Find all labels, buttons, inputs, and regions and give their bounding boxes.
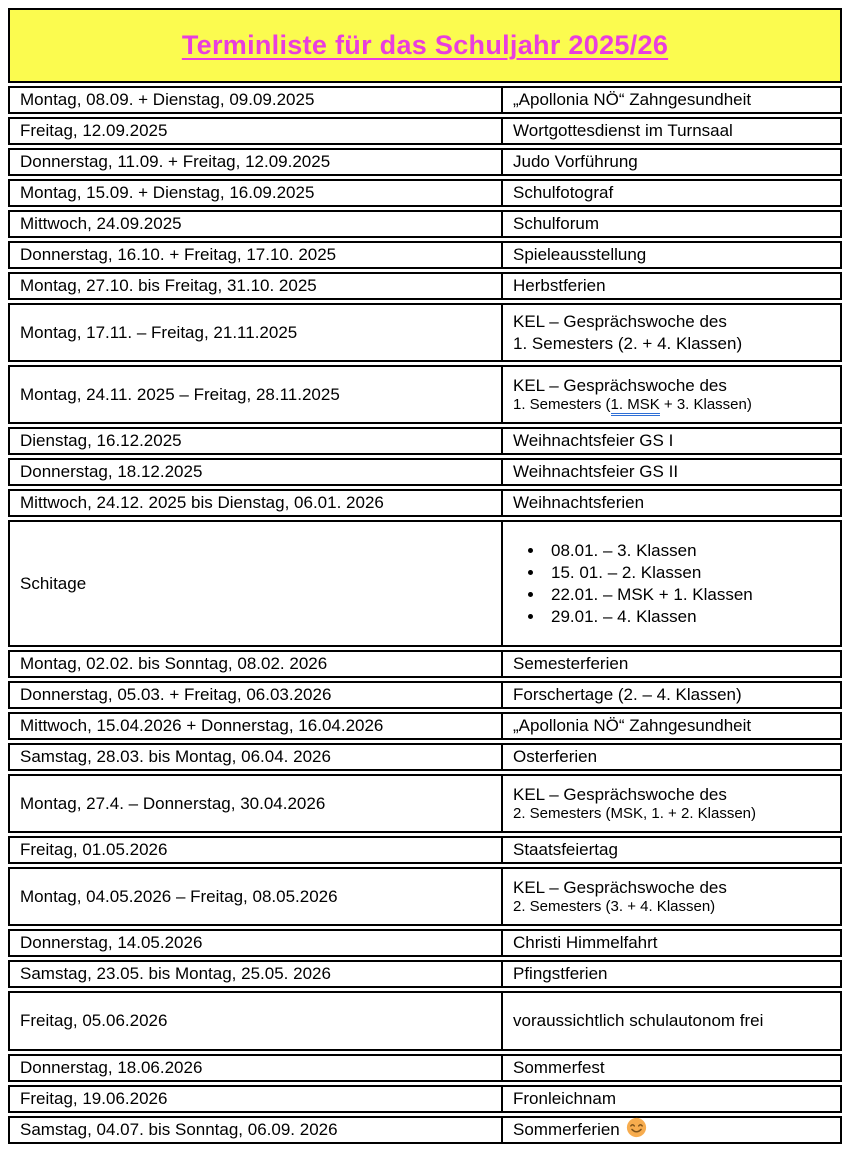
event-cell xyxy=(503,427,842,455)
date-cell xyxy=(8,991,503,1051)
table-row xyxy=(8,148,842,176)
table-row xyxy=(8,743,842,771)
event-text: Forschertage (2. – 4. Klassen) xyxy=(513,685,742,705)
event-cell xyxy=(503,86,842,114)
date-text: Donnerstag, 11.09. + Freitag, 12.09.2025 xyxy=(20,152,331,172)
event-cell xyxy=(503,520,842,647)
event-text-multiline xyxy=(513,375,752,415)
event-cell xyxy=(503,929,842,957)
event-text-multiline xyxy=(513,784,756,824)
event-cell xyxy=(503,210,842,238)
date-text: Dienstag, 16.12.2025 xyxy=(20,431,182,451)
date-text: Montag, 04.05.2026 – Freitag, 08.05.2026 xyxy=(20,886,338,906)
date-text: Montag, 24.11. 2025 – Freitag, 28.11.2025 xyxy=(20,384,340,404)
date-text: Samstag, 04.07. bis Sonntag, 06.09. 2026 xyxy=(20,1120,338,1140)
list-item: • 15. 01. – 2. Klassen xyxy=(545,562,753,584)
event-text: Weihnachtsfeier GS II xyxy=(513,462,679,482)
event-text: „Apollonia NÖ“ Zahngesundheit xyxy=(513,716,752,736)
date-text: Schitage xyxy=(20,573,87,593)
date-cell xyxy=(8,241,503,269)
date-cell xyxy=(8,303,503,362)
event-cell xyxy=(503,458,842,486)
event-cell xyxy=(503,681,842,709)
date-text: Donnerstag, 05.03. + Freitag, 06.03.2026 xyxy=(20,685,332,705)
date-text: Mittwoch, 24.09.2025 xyxy=(20,214,182,234)
date-cell xyxy=(8,681,503,709)
date-cell xyxy=(8,960,503,988)
date-text: Freitag, 01.05.2026 xyxy=(20,840,168,860)
table-row xyxy=(8,867,842,926)
date-cell xyxy=(8,929,503,957)
date-cell xyxy=(8,650,503,678)
event-cell xyxy=(503,179,842,207)
table-row xyxy=(8,836,842,864)
event-text: Judo Vorführung xyxy=(513,152,638,172)
event-line-1: KEL – Gesprächswoche des xyxy=(513,312,727,332)
event-text: Weihnachtsfeier GS I xyxy=(513,431,674,451)
table-row xyxy=(8,179,842,207)
table-row xyxy=(8,1116,842,1144)
event-text: Weihnachtsferien xyxy=(513,493,645,513)
event-line-2: 2. Semesters (3. + 4. Klassen) xyxy=(513,897,716,915)
event-text: „Apollonia NÖ“ Zahngesundheit xyxy=(513,90,752,110)
event-cell xyxy=(503,991,842,1051)
date-cell xyxy=(8,743,503,771)
event-text: Fronleichnam xyxy=(513,1089,616,1109)
event-line-1: KEL – Gesprächswoche des xyxy=(513,784,727,804)
table-row xyxy=(8,960,842,988)
event-text: Osterferien xyxy=(513,747,598,767)
date-text: Montag, 08.09. + Dienstag, 09.09.2025 xyxy=(20,90,315,110)
table-row xyxy=(8,458,842,486)
event-line-2-post: + 3. Klassen) xyxy=(659,395,752,413)
date-text: Montag, 02.02. bis Sonntag, 08.02. 2026 xyxy=(20,654,328,674)
event-text-multiline xyxy=(513,877,727,917)
date-text: Donnerstag, 18.06.2026 xyxy=(20,1058,203,1078)
table-row xyxy=(8,117,842,145)
date-text: Donnerstag, 16.10. + Freitag, 17.10. 2025 xyxy=(20,245,337,265)
date-text: Mittwoch, 15.04.2026 + Donnerstag, 16.04.2026 xyxy=(20,716,384,736)
event-cell xyxy=(503,241,842,269)
table-row xyxy=(8,210,842,238)
event-line-2: 1. Semesters (2. + 4. Klassen) xyxy=(513,333,743,353)
table-row xyxy=(8,774,842,833)
event-text-multiline xyxy=(513,311,742,354)
date-text: Samstag, 28.03. bis Montag, 06.04. 2026 xyxy=(20,747,331,767)
event-cell xyxy=(503,836,842,864)
event-cell xyxy=(503,1085,842,1113)
title-banner xyxy=(8,8,842,83)
table-row xyxy=(8,303,842,362)
table-row xyxy=(8,86,842,114)
date-text: Montag, 17.11. – Freitag, 21.11.2025 xyxy=(20,322,298,342)
date-cell xyxy=(8,148,503,176)
event-text: Herbstferien xyxy=(513,276,606,296)
event-cell xyxy=(503,365,842,424)
event-text: Semesterferien xyxy=(513,654,629,674)
event-cell xyxy=(503,272,842,300)
table-row xyxy=(8,520,842,647)
table-row xyxy=(8,427,842,455)
event-line-2-pre: 1. Semesters ( xyxy=(513,395,611,413)
event-cell xyxy=(503,650,842,678)
date-text: Freitag, 05.06.2026 xyxy=(20,1011,168,1031)
event-cell xyxy=(503,117,842,145)
date-text: Samstag, 23.05. bis Montag, 25.05. 2026 xyxy=(20,964,331,984)
table-row xyxy=(8,681,842,709)
date-cell xyxy=(8,210,503,238)
event-line-2 xyxy=(513,396,752,415)
date-cell xyxy=(8,427,503,455)
date-cell xyxy=(8,836,503,864)
table-row xyxy=(8,241,842,269)
date-text: Mittwoch, 24.12. 2025 bis Dienstag, 06.01. 2026 xyxy=(20,493,384,513)
event-cell xyxy=(503,489,842,517)
event-cell xyxy=(503,743,842,771)
date-cell xyxy=(8,867,503,926)
event-line-2: 2. Semesters (MSK, 1. + 2. Klassen) xyxy=(513,804,757,822)
date-cell xyxy=(8,489,503,517)
date-text: Montag, 15.09. + Dienstag, 16.09.2025 xyxy=(20,183,315,203)
event-text: Sommerfest xyxy=(513,1058,605,1078)
event-cell xyxy=(503,1116,842,1144)
date-cell xyxy=(8,179,503,207)
date-text: Donnerstag, 18.12.2025 xyxy=(20,462,203,482)
event-text: Sommerferien xyxy=(513,1120,620,1140)
date-text: Freitag, 12.09.2025 xyxy=(20,121,168,141)
list-item: • 22.01. – MSK + 1. Klassen xyxy=(545,584,753,606)
date-text: Montag, 27.4. – Donnerstag, 30.04.2026 xyxy=(20,793,326,813)
table-row xyxy=(8,650,842,678)
event-cell xyxy=(503,1054,842,1082)
table-row xyxy=(8,929,842,957)
event-cell xyxy=(503,774,842,833)
list-item: • 29.01. – 4. Klassen xyxy=(545,606,753,628)
event-cell xyxy=(503,960,842,988)
event-line-1: KEL – Gesprächswoche des xyxy=(513,877,727,897)
date-cell xyxy=(8,1085,503,1113)
date-cell xyxy=(8,1054,503,1082)
grammar-check-underline: 1. MSK xyxy=(611,396,660,416)
event-text: Christi Himmelfahrt xyxy=(513,933,658,953)
event-line-1: KEL – Gesprächswoche des xyxy=(513,375,727,395)
table-row xyxy=(8,712,842,740)
date-cell xyxy=(8,458,503,486)
table-row xyxy=(8,1054,842,1082)
list-item: • 08.01. – 3. Klassen xyxy=(545,540,753,562)
date-cell xyxy=(8,365,503,424)
event-text: Spieleausstellung xyxy=(513,245,647,265)
smiling-face-emoji-icon xyxy=(626,1117,647,1143)
page-title: Terminliste für das Schuljahr 2025/26 xyxy=(181,30,669,60)
event-text: voraussichtlich schulautonom frei xyxy=(513,1011,764,1031)
event-cell xyxy=(503,303,842,362)
date-text: Freitag, 19.06.2026 xyxy=(20,1089,168,1109)
event-cell xyxy=(503,712,842,740)
date-cell xyxy=(8,272,503,300)
table-row xyxy=(8,489,842,517)
event-text: Pfingstferien xyxy=(513,964,608,984)
date-cell xyxy=(8,117,503,145)
date-cell xyxy=(8,774,503,833)
date-cell xyxy=(8,712,503,740)
date-cell xyxy=(8,520,503,647)
event-cell xyxy=(503,148,842,176)
table-row xyxy=(8,991,842,1051)
table-row xyxy=(8,1085,842,1113)
table-row xyxy=(8,272,842,300)
event-text: Schulforum xyxy=(513,214,599,234)
schitage-list xyxy=(513,540,753,628)
date-cell xyxy=(8,1116,503,1144)
date-cell xyxy=(8,86,503,114)
date-text: Montag, 27.10. bis Freitag, 31.10. 2025 xyxy=(20,276,317,296)
event-text: Wortgottesdienst im Turnsaal xyxy=(513,121,733,141)
event-text: Staatsfeiertag xyxy=(513,840,618,860)
table-row xyxy=(8,365,842,424)
date-text: Donnerstag, 14.05.2026 xyxy=(20,933,203,953)
event-cell xyxy=(503,867,842,926)
event-text: Schulfotograf xyxy=(513,183,614,203)
